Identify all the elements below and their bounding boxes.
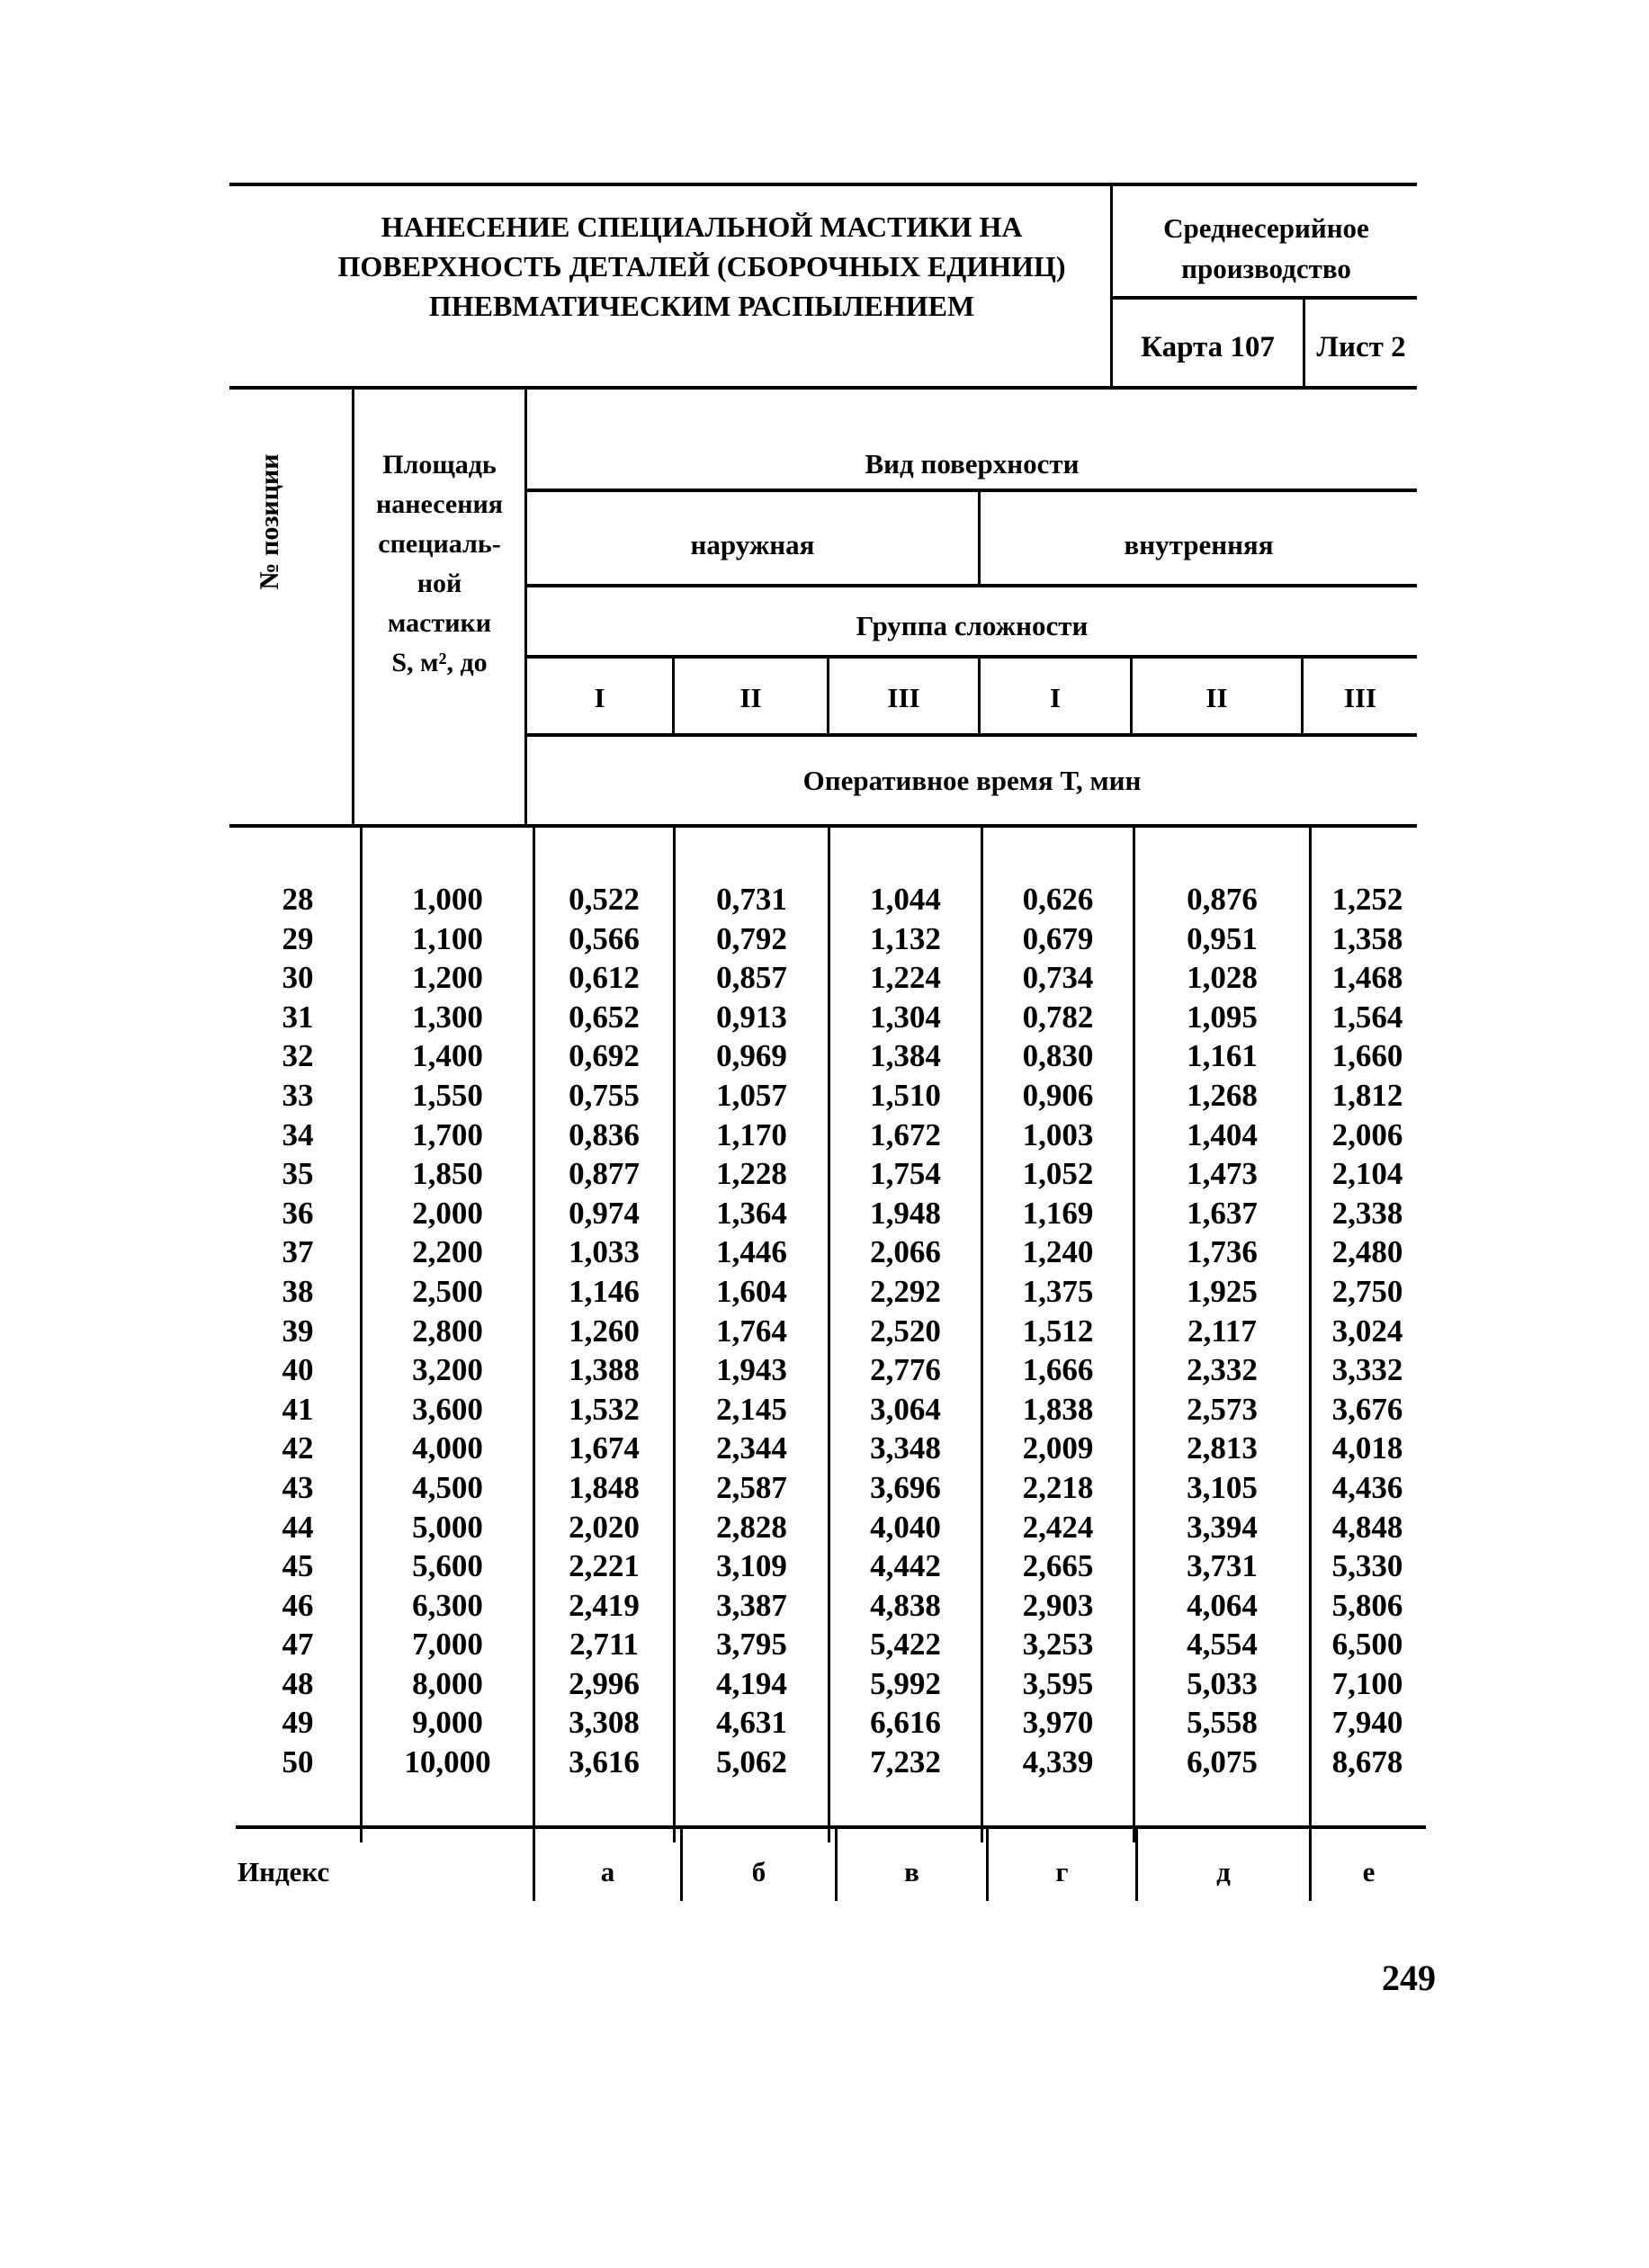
complexity-rule [524,655,1417,659]
table-cell: 3,308 [569,1705,640,1741]
table-cell: 1,848 [569,1469,640,1505]
table-cell: 40 [282,1352,314,1388]
table-cell: 4,018 [1331,1430,1403,1466]
table-cell: 6,300 [412,1587,483,1623]
table-cell: 1,028 [1187,960,1258,996]
table-cell: 8,000 [412,1665,483,1701]
table-cell: 1,358 [1331,920,1403,956]
table-cell: 2,800 [412,1313,483,1349]
table-cell: 2,520 [870,1313,941,1349]
table-cell: 34 [282,1116,314,1152]
table-cell: 43 [282,1469,314,1505]
group-outer-3: III [887,682,920,713]
table-cell: 46 [282,1587,314,1623]
table-cell: 5,000 [412,1509,483,1545]
production-type-line-1: Среднесерийное [1163,212,1369,244]
production-rule [1110,296,1417,300]
table-cell: 3,200 [412,1352,483,1388]
sheet-number: Лист 2 [1316,331,1406,363]
table-cell: 1,252 [1331,882,1403,917]
groups-rule [524,733,1417,737]
area-column-header [354,445,524,683]
inner-surface-header: внутренняя [1124,529,1274,560]
table-cell: 2,573 [1187,1391,1258,1427]
table-cell: 1,700 [412,1116,483,1152]
table-cell: 1,446 [716,1234,787,1270]
footer-rule [236,1825,1426,1829]
area-header-line-2: нанесения [375,489,504,519]
table-cell: 2,828 [716,1509,787,1545]
table-cell: 0,692 [569,1038,640,1074]
table-cell: 1,400 [412,1038,483,1074]
table-cell: 1,268 [1187,1077,1258,1113]
table-cell: 30 [282,960,314,996]
table-cell: 1,948 [870,1195,941,1231]
table-cell: 1,003 [1022,1116,1094,1152]
table-cell: 1,512 [1022,1313,1094,1349]
table-cell: 49 [282,1705,314,1741]
table-cell: 2,813 [1187,1430,1258,1466]
operative-time-header: Оперативное время Т, мин [802,765,1142,796]
index-d: д [1216,1856,1231,1887]
table-cell: 1,812 [1331,1077,1403,1113]
table-cell: 1,300 [412,999,483,1035]
table-cell: 3,394 [1187,1509,1258,1545]
table-cell: 3,064 [870,1391,941,1427]
table-cell: 1,132 [870,920,941,956]
table-cell: 3,970 [1022,1705,1094,1741]
table-cell: 37 [282,1234,314,1270]
complexity-group-header: Группа сложности [856,610,1089,641]
table-cell: 1,375 [1022,1273,1094,1309]
table-cell: 50 [282,1744,314,1780]
table-cell: 2,903 [1022,1587,1094,1623]
table-cell: 5,033 [1187,1665,1258,1701]
table-cell: 0,857 [716,960,787,996]
surface-type-rule [524,489,1417,492]
table-cell: 2,500 [412,1273,483,1309]
table-cell: 1,100 [412,920,483,956]
table-cell: 1,044 [870,882,941,917]
table-cell: 3,616 [569,1744,640,1780]
table-cell: 0,969 [716,1038,787,1074]
table-cell: 0,877 [569,1156,640,1192]
table-cell: 2,218 [1022,1469,1094,1505]
table-cell: 0,626 [1022,882,1094,917]
production-type-line-2: производство [1181,253,1351,284]
table-cell: 10,000 [404,1744,491,1780]
table-cell: 4,848 [1331,1509,1403,1545]
table-cell: 38 [282,1273,314,1309]
table-cell: 2,332 [1187,1352,1258,1388]
table-cell: 47 [282,1627,314,1663]
table-cell: 4,064 [1187,1587,1258,1623]
table-cell: 39 [282,1313,314,1349]
table-cell: 1,260 [569,1313,640,1349]
table-cell: 36 [282,1195,314,1231]
table-cell: 1,473 [1187,1156,1258,1192]
inner-group-1-column [983,880,1133,1782]
table-cell: 0,974 [569,1195,640,1231]
page-number: 249 [1382,1958,1436,1998]
table-cell: 1,200 [412,960,483,996]
title-bottom-rule [229,386,1417,390]
table-cell: 2,221 [569,1548,640,1584]
table-cell: 44 [282,1509,314,1545]
table-cell: 4,631 [716,1705,787,1741]
table-cell: 1,838 [1022,1391,1094,1427]
table-cell: 5,806 [1331,1587,1403,1623]
document-title [270,207,1134,326]
table-cell: 0,734 [1022,960,1094,996]
table-cell: 2,480 [1331,1234,1403,1270]
table-cell: 1,388 [569,1352,640,1388]
table-cell: 7,232 [870,1744,941,1780]
table-cell: 9,000 [412,1705,483,1741]
table-cell: 5,062 [716,1744,787,1780]
table-cell: 4,442 [870,1548,941,1584]
group-outer-1: I [594,682,605,713]
title-line-2: ПОВЕРХНОСТЬ ДЕТАЛЕЙ (СБОРОЧНЫХ ЕДИНИЦ) [337,250,1066,282]
outer-group-3-column [830,880,981,1782]
table-cell: 4,194 [716,1665,787,1701]
area-header-line-3: специаль- [378,529,501,559]
table-cell: 2,338 [1331,1195,1403,1231]
area-header-unit: S, м², до [391,648,488,677]
top-rule [229,183,1417,186]
area-value-column [363,880,533,1782]
table-cell: 3,595 [1022,1665,1094,1701]
table-cell: 0,906 [1022,1077,1094,1113]
table-cell: 3,105 [1187,1469,1258,1505]
table-cell: 3,332 [1331,1352,1403,1388]
table-cell: 1,161 [1187,1038,1258,1074]
table-cell: 1,510 [870,1077,941,1113]
table-cell: 2,200 [412,1234,483,1270]
area-header-line-1: Площадь [382,450,497,480]
table-cell: 1,660 [1331,1038,1403,1074]
table-cell: 5,558 [1187,1705,1258,1741]
table-cell: 0,792 [716,920,787,956]
position-number-column [236,880,360,1782]
group-inner-1: I [1049,682,1062,713]
table-cell: 28 [282,882,314,917]
index-b: б [751,1856,766,1887]
table-cell: 5,422 [870,1627,941,1663]
table-cell: 45 [282,1548,314,1584]
table-cell: 31 [282,999,314,1035]
table-cell: 3,109 [716,1548,787,1584]
table-cell: 1,000 [412,882,483,917]
table-cell: 1,052 [1022,1156,1094,1192]
table-cell: 48 [282,1665,314,1701]
table-cell: 6,616 [870,1705,941,1741]
table-cell: 5,600 [412,1548,483,1584]
table-cell: 1,604 [716,1273,787,1309]
group-inner-3: III [1343,682,1377,713]
table-cell: 1,146 [569,1273,640,1309]
index-a: а [600,1856,615,1887]
table-cell: 2,750 [1331,1273,1403,1309]
table-cell: 2,117 [1187,1313,1257,1349]
outer-group-1-column [535,880,673,1782]
table-cell: 7,100 [1331,1665,1403,1701]
table-cell: 1,240 [1022,1234,1094,1270]
table-cell: 4,040 [870,1509,941,1545]
table-cell: 5,992 [870,1665,941,1701]
group-outer-2: II [739,682,762,713]
table-cell: 0,612 [569,960,640,996]
index-v: в [904,1856,919,1887]
header-bottom-rule [229,824,1417,828]
table-cell: 1,228 [716,1156,787,1192]
inner-group-3-column [1312,880,1423,1782]
area-header-line-4: ной [417,569,462,598]
table-cell: 2,711 [569,1627,639,1663]
table-cell: 1,304 [870,999,941,1035]
table-cell: 1,564 [1331,999,1403,1035]
table-cell: 6,500 [1331,1627,1403,1663]
table-cell: 4,554 [1187,1627,1258,1663]
table-cell: 2,020 [569,1509,640,1545]
table-cell: 2,292 [870,1273,941,1309]
table-cell: 5,330 [1331,1548,1403,1584]
table-cell: 4,838 [870,1587,941,1623]
table-cell: 7,000 [412,1627,483,1663]
table-cell: 0,951 [1187,920,1258,956]
table-cell: 2,000 [412,1195,483,1231]
table-cell: 6,075 [1187,1744,1258,1780]
index-e: е [1362,1856,1376,1887]
table-cell: 1,384 [870,1038,941,1074]
index-g: г [1055,1856,1069,1887]
area-header-line-5: мастики [387,608,492,638]
table-cell: 0,836 [569,1116,640,1152]
table-cell: 3,024 [1331,1313,1403,1349]
table-cell: 2,419 [569,1587,640,1623]
table-cell: 1,224 [870,960,941,996]
table-cell: 2,587 [716,1469,787,1505]
table-cell: 0,755 [569,1077,640,1113]
table-cell: 2,104 [1331,1156,1403,1192]
table-cell: 0,782 [1022,999,1094,1035]
table-cell: 7,940 [1331,1705,1403,1741]
table-cell: 1,754 [870,1156,941,1192]
table-cell: 3,387 [716,1587,787,1623]
table-cell: 1,736 [1187,1234,1258,1270]
title-line-1: НАНЕСЕНИЕ СПЕЦИАЛЬНОЙ МАСТИКИ НА [381,211,1023,243]
table-cell: 3,731 [1187,1548,1258,1584]
table-cell: 1,532 [569,1391,640,1427]
table-cell: 41 [282,1391,314,1427]
table-cell: 8,678 [1331,1744,1403,1780]
outer-surface-header: наружная [690,529,815,560]
table-cell: 3,795 [716,1627,787,1663]
position-column-header: № позиции [255,453,284,590]
table-cell: 0,830 [1022,1038,1094,1074]
table-cell: 1,468 [1331,960,1403,996]
table-cell: 3,348 [870,1430,941,1466]
table-cell: 1,169 [1022,1195,1094,1231]
table-cell: 3,253 [1022,1627,1094,1663]
table-cell: 3,600 [412,1391,483,1427]
card-number: Карта 107 [1141,331,1275,363]
table-cell: 1,674 [569,1430,640,1466]
table-cell: 0,913 [716,999,787,1035]
table-cell: 1,404 [1187,1116,1258,1152]
table-cell: 2,424 [1022,1509,1094,1545]
surface-rule [524,584,1417,587]
table-cell: 2,145 [716,1391,787,1427]
table-cell: 0,652 [569,999,640,1035]
table-cell: 0,679 [1022,920,1094,956]
index-label: Индекс [237,1856,330,1887]
table-cell: 1,666 [1022,1352,1094,1388]
table-cell: 2,776 [870,1352,941,1388]
table-cell: 0,566 [569,920,640,956]
table-cell: 1,943 [716,1352,787,1388]
table-cell: 1,850 [412,1156,483,1192]
table-cell: 3,676 [1331,1391,1403,1427]
surface-type-header: Вид поверхности [865,448,1080,480]
table-cell: 1,925 [1187,1273,1258,1309]
table-cell: 42 [282,1430,314,1466]
table-cell: 1,170 [716,1116,787,1152]
group-inner-2: II [1205,682,1228,713]
table-cell: 0,876 [1187,882,1258,917]
table-cell: 1,057 [716,1077,787,1113]
title-line-3: ПНЕВМАТИЧЕСКИМ РАСПЫЛЕНИЕМ [428,290,975,322]
table-cell: 33 [282,1077,314,1113]
inner-group-2-column [1135,880,1309,1782]
table-cell: 4,339 [1022,1744,1094,1780]
table-cell: 2,066 [870,1234,941,1270]
table-cell: 4,000 [412,1430,483,1466]
outer-group-2-column [676,880,828,1782]
table-cell: 4,500 [412,1469,483,1505]
table-cell: 0,731 [716,882,787,917]
table-cell: 1,033 [569,1234,640,1270]
table-cell: 3,696 [870,1469,941,1505]
table-cell: 32 [282,1038,314,1074]
table-cell: 2,006 [1331,1116,1403,1152]
table-cell: 29 [282,920,314,956]
table-cell: 1,364 [716,1195,787,1231]
table-cell: 1,095 [1187,999,1258,1035]
table-cell: 2,665 [1022,1548,1094,1584]
table-cell: 35 [282,1156,314,1192]
table-cell: 1,637 [1187,1195,1258,1231]
table-cell: 1,550 [412,1077,483,1113]
table-cell: 1,672 [870,1116,941,1152]
table-cell: 1,764 [716,1313,787,1349]
table-cell: 0,522 [569,882,640,917]
table-cell: 2,996 [569,1665,640,1701]
table-cell: 4,436 [1331,1469,1403,1505]
table-cell: 2,344 [716,1430,787,1466]
table-cell: 2,009 [1022,1430,1094,1466]
